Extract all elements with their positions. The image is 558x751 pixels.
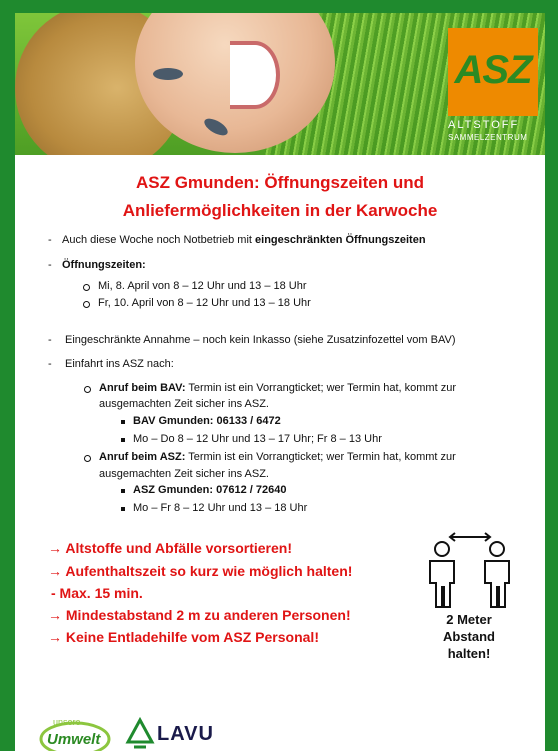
social-distance-icon: [415, 531, 525, 611]
square-bullet: [121, 420, 125, 424]
lavu-text: LAVU: [157, 723, 214, 745]
circle-bullet: [83, 301, 90, 308]
notice-max-time: - Max. 15 min.: [51, 585, 143, 601]
circle-bullet: [83, 284, 90, 291]
umwelt-logo-top: unsere: [53, 717, 81, 727]
dash-bullet: -: [48, 334, 52, 346]
day1-hours: Mi, 8. April von 8 – 12 Uhr und 13 – 18 Uhr: [98, 280, 307, 292]
asz-phone: ASZ Gmunden: 07612 / 72640: [133, 484, 287, 496]
umwelt-logo: [37, 713, 115, 751]
sign-line-2: Abstand: [443, 629, 495, 644]
bav-line-1: [99, 382, 456, 394]
asz-text: Termin ist ein Vorrangticket; wer Termin hat, kommt zur: [185, 451, 456, 463]
sign-line-1: 2 Meter: [446, 612, 492, 627]
asz-logo: [448, 28, 538, 116]
dash-bullet: -: [48, 259, 52, 271]
notice-no-help: → Keine Entladehilfe vom ASZ Personal!: [48, 629, 319, 645]
page-title-line-2: Anliefermöglichkeiten in der Karwoche: [122, 201, 438, 220]
square-bullet: [121, 438, 125, 442]
photo-eye: [153, 68, 183, 80]
photo-smile: [230, 41, 280, 109]
oeffnungszeiten-heading: Öffnungszeiten:: [62, 259, 146, 271]
dash-bullet: -: [48, 358, 52, 370]
document: [15, 13, 545, 751]
umwelt-logo-text: Umwelt: [47, 731, 101, 748]
asz-line-2: ausgemachten Zeit sicher ins ASZ.: [99, 468, 269, 480]
logo-subtitle: ALTSTOFF: [448, 119, 520, 131]
asz-heading: Anruf beim ASZ:: [99, 451, 186, 463]
sign-line-3: halten!: [447, 646, 491, 661]
square-bullet: [121, 489, 125, 493]
distance-sign-text: [429, 611, 509, 662]
circle-bullet: [84, 455, 91, 462]
asz-hours: Mo – Fr 8 – 12 Uhr und 13 – 18 Uhr: [133, 502, 308, 514]
page-title-line-1: ASZ Gmunden: Öffnungszeiten und: [135, 173, 425, 192]
day2-hours: Fr, 10. April von 8 – 12 Uhr und 13 – 18 Uhr: [98, 297, 311, 309]
bav-line-2: ausgemachten Zeit sicher ins ASZ.: [99, 398, 269, 410]
einfahrt-text: Einfahrt ins ASZ nach:: [65, 358, 174, 370]
notbetrieb-label: Auch diese Woche noch Notbetrieb mit: [62, 234, 256, 246]
notice-distance: → Mindestabstand 2 m zu anderen Personen!: [48, 607, 351, 623]
notbetrieb-emphasis: eingeschränkten Öffnungszeiten: [255, 234, 426, 246]
bav-heading: Anruf beim BAV:: [99, 382, 186, 394]
asz-line-1: [99, 451, 456, 463]
recycle-icon: [125, 717, 155, 751]
square-bullet: [121, 507, 125, 511]
circle-bullet: [84, 386, 91, 393]
notice-stay-short: → Aufenthaltszeit so kurz wie möglich halten!: [48, 563, 353, 579]
notice-sort: → Altstoffe und Abfälle vorsortieren!: [48, 540, 292, 556]
logo-subtitle-2: SAMMELZENTRUM: [448, 133, 528, 142]
annahme-text: Eingeschränkte Annahme – noch kein Inkasso (siehe Zusatzinfozettel vom BAV): [65, 334, 456, 346]
bav-text: Termin ist ein Vorrangticket; wer Termin hat, kommt zur: [185, 382, 456, 394]
logo-brand: ASZ: [454, 48, 532, 92]
dash-bullet: -: [48, 234, 52, 246]
notbetrieb-text: [62, 234, 426, 246]
bav-hours: Mo – Do 8 – 12 Uhr und 13 – 17 Uhr; Fr 8 – 13 Uhr: [133, 433, 382, 445]
lavu-logo: [125, 715, 215, 751]
bav-phone: BAV Gmunden: 06133 / 6472: [133, 415, 281, 427]
